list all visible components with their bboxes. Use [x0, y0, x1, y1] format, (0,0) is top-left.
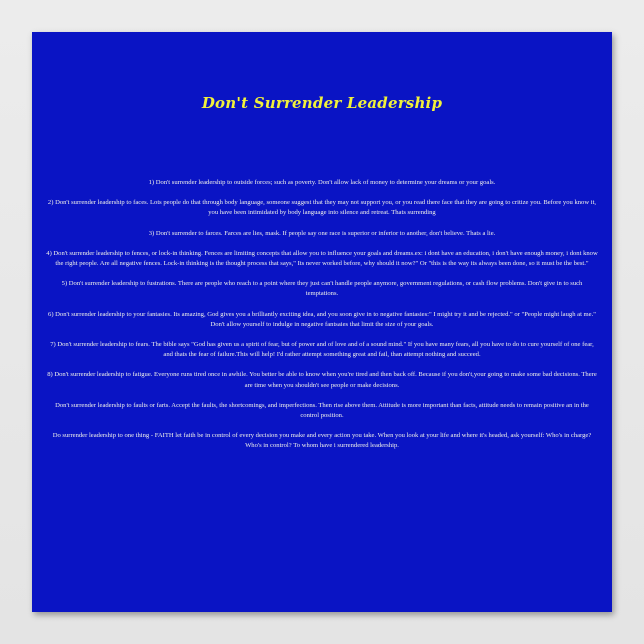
- poster: [32, 32, 612, 612]
- paragraph-3: 3) Don't surrender to farces. Farces are lies, mask. If people say one race is superior or inferior to another, don't believe. Thats a lie.: [148, 229, 496, 237]
- paragraph-10: Do surrender leadership to one thing - FAITH let faith be in control of every decision you make and every action you take. When you look at your life and where it's headed, ask yourself: Who's in charge? Who's in control? To whom have i surrendered leadership.: [52, 432, 592, 450]
- poster-title: Don't Surrender Leadership: [201, 94, 443, 112]
- paragraph-6: 6) Don't surrender leadership to your fantasies. Its amazing, God gives you a brilliantly exciting idea, and you soon give in to negative fantasies:" I might try it and be rejected." or "People might laugh at me." Don't allow yourself to indulge in negative fantsaies that limit the size of your goals.: [48, 310, 596, 328]
- paragraph-7: 7) Don't surrender leadership to fears. The bible says "God has given us a spirit of fear, but of power and of love and of a sound mind." If you have many fears, all you have to do to cure yourself of one fear, and thats the fear of failure.This will help! I'd rather attempt something great and fail, than attempt nothing and succeed.: [50, 341, 594, 359]
- paragraph-4: 4) Don't surrender leadership to fences, or lock-in thinking. Fences are limiting concepts that allow you to influence your goals and dreams.ex: i dont have an education, i don't have enough money, i dont know the right people. Are all negative fences. Lock-in thinking is the thought process that says," Its never worked before, why should it now?" Or "this is the way its always been done, so it must be the best.": [46, 249, 598, 268]
- paragraph-5: 5) Don't surrender leadership to fustrations. There are people who reach to a point where they just can't handle people anymore, government regulations, or cash flow problems. Don't give in to such temptations.: [61, 280, 583, 298]
- poster-body: [46, 178, 598, 462]
- paragraph-8: 8) Don't surrender leadership to fatigue. Everyone runs tired once in awhile. You better be able to know when you're tired and then back off. Because if you don't,your going to make some bad decisions. There are time when you shouldn't see people or make decisions.: [47, 371, 597, 389]
- paragraph-2: 2) Don't surrender leadership to faces. Lots people do that through body language, someone suggest that they may not support you, or you read there face that they are going to critize you. Before you know it, you have been intimidated by body language into silence and retreat. Thats surrending: [47, 199, 597, 217]
- paragraph-1: 1) Don't surrender leadership to outside forces; such as poverty. Don't allow lack of money to determine your dreams or your goals.: [148, 179, 496, 186]
- paragraph-9: Don't surrender leadership to faults or farts. Accept the faults, the shortcomings, and imperfections. Then rise above them. Attitude is more important than facts, attitude needs to remain positive an in the control position.: [55, 401, 589, 419]
